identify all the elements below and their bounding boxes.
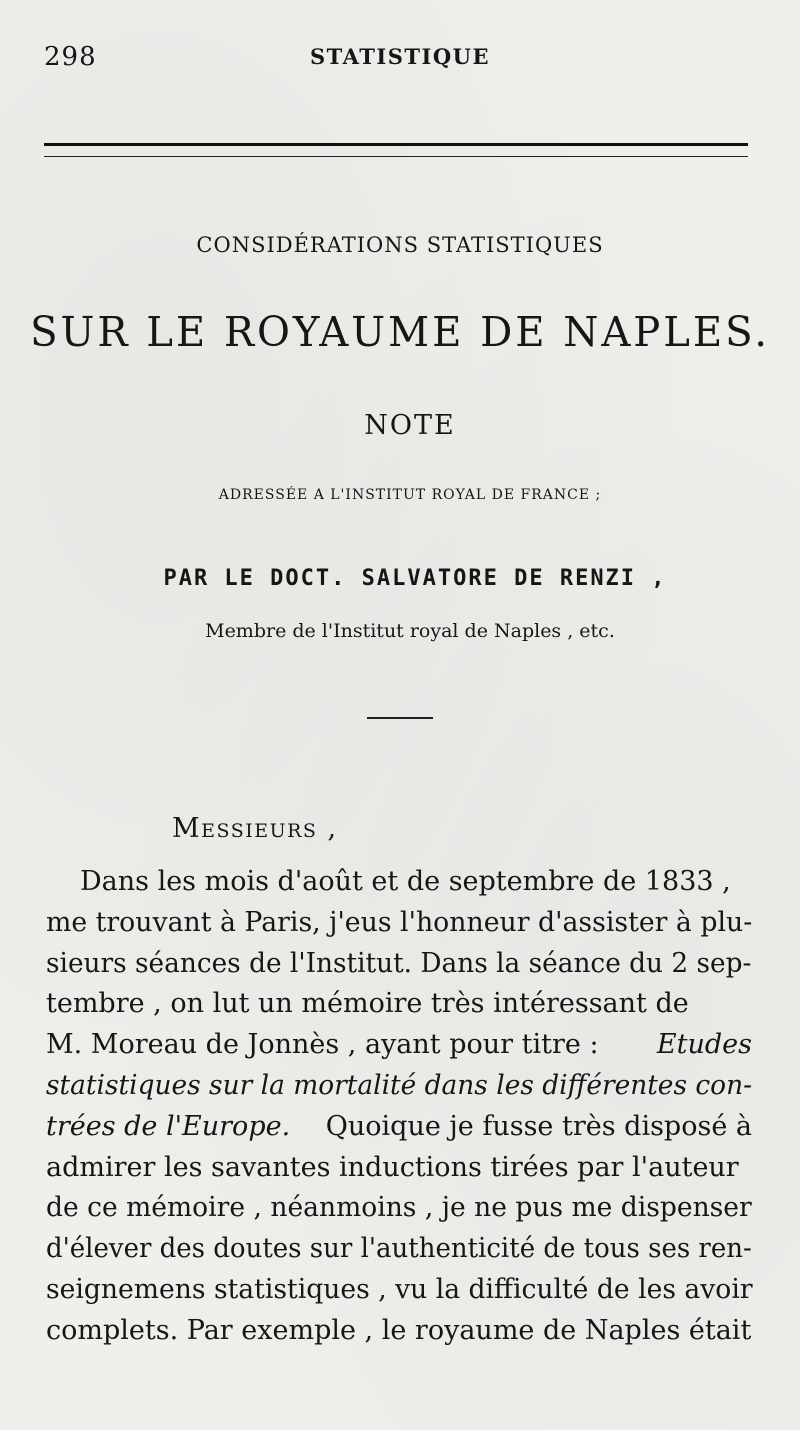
- body-line: trées de l'Europe. Quoique je fusse très disposé à: [46, 1107, 752, 1148]
- italic-title-start: Etudes: [656, 1029, 752, 1061]
- article-heading-considerations: CONSIDÉRATIONS STATISTIQUES: [196, 233, 604, 257]
- body-line: me trouvant à Paris, j'eus l'honneur d'assister à plu-: [46, 906, 753, 938]
- italic-title-end: trées de l'Europe.: [46, 1110, 291, 1142]
- author-line: PAR LE DOCT. SALVATORE DE RENZI ,: [163, 566, 667, 591]
- body-line-italic: statistiques sur la mortalité dans les différentes con-: [46, 1069, 753, 1101]
- salutation: Messieurs ,: [172, 813, 338, 844]
- body-line: seignemens statistiques , vu la difficulté de les avoir: [46, 1273, 753, 1305]
- body-line: M. Moreau de Jonnès , ayant pour titre : Etudes: [46, 1025, 752, 1066]
- double-rule-divider: [44, 143, 748, 157]
- body-line: tembre , on lut un mémoire très intéressant de: [46, 988, 689, 1020]
- note-heading: NOTE: [364, 410, 456, 441]
- author-affiliation: Membre de l'Institut royal de Naples , etc.: [205, 620, 615, 642]
- addressee-line: ADRESSÉE A L'INSTITUT ROYAL DE FRANCE ;: [218, 487, 602, 503]
- running-title: STATISTIQUE: [310, 44, 490, 69]
- body-paragraph: [46, 862, 752, 1352]
- short-rule-divider: [367, 717, 433, 719]
- body-line: Dans les mois d'août et de septembre de 1833 ,: [80, 866, 731, 897]
- body-line: admirer les savantes inductions tirées par l'auteur: [46, 1151, 739, 1183]
- body-line: d'élever des doutes sur l'authenticité de tous ses ren-: [46, 1233, 752, 1265]
- body-line: sieurs séances de l'Institut. Dans la séance du 2 sep-: [46, 947, 752, 979]
- running-head: [0, 42, 800, 82]
- article-title: SUR LE ROYAUME DE NAPLES.: [30, 308, 770, 356]
- page-number: 298: [44, 42, 97, 72]
- body-line: de ce mémoire , néanmoins , je ne pus me dispenser: [46, 1192, 752, 1224]
- body-line: complets. Par exemple , le royaume de Naples était: [46, 1314, 752, 1346]
